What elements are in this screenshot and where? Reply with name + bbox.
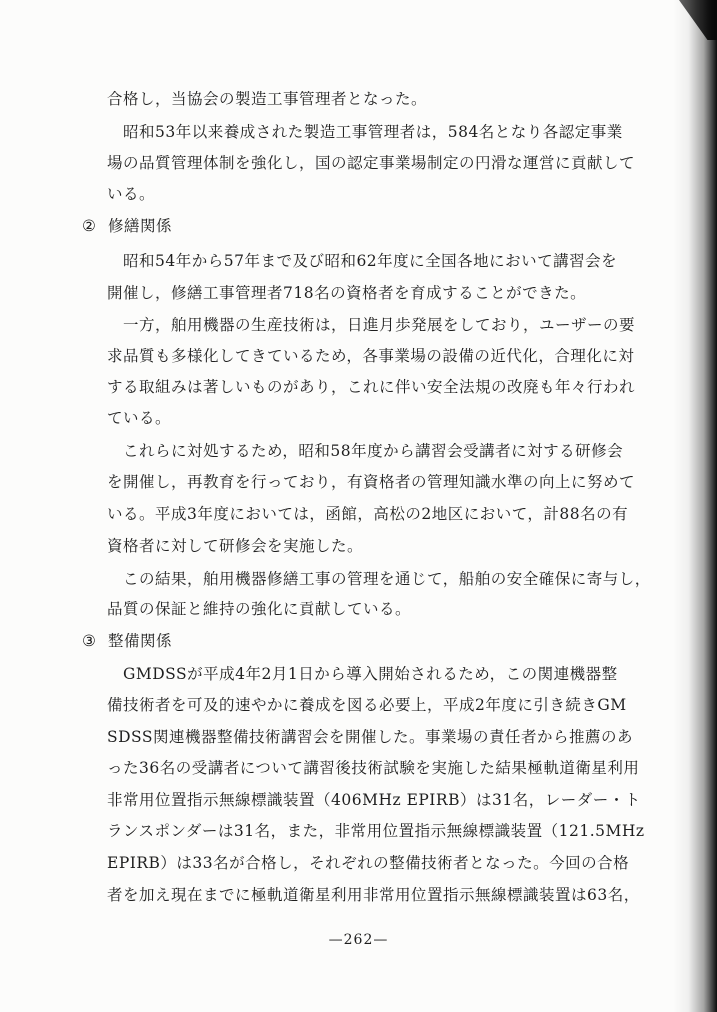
section-number: ③ <box>82 632 97 650</box>
text-line: いる。平成3年度においては，函館，高松の2地区において，計88名の有 <box>107 505 629 523</box>
text-line: 品質の保証と維持の強化に貢献している。 <box>107 600 412 618</box>
text-line: 者を加え現在までに極軌道衛星利用非常用位置指示無線標識装置は63名， <box>107 886 640 904</box>
section-number: ② <box>82 217 97 235</box>
text-line: 一方，舶用機器の生産技術は，日進月歩発展をしており，ユーザーの要 <box>123 316 636 334</box>
text-line: った36名の受講者について講習後技術試験を実施した結果極軌道衛星利用 <box>107 759 640 777</box>
text-line: 備技術者を可及的速やかに養成を図る必要上，平成2年度に引き続きGM <box>107 696 627 714</box>
text-line: 資格者に対して研修会を実施した。 <box>107 537 364 555</box>
text-line: 昭和53年以来養成された製造工事管理者は，584名となり各認定事業 <box>123 123 623 141</box>
text-line: 場の品質管理体制を強化し，国の認定事業場制定の円滑な運営に貢献して <box>107 154 636 172</box>
text-line: 求品質も多様化してきているため，各事業場の設備の近代化，合理化に対 <box>107 347 635 365</box>
section-heading-maintenance <box>82 630 172 652</box>
text-line: これらに対処するため，昭和58年度から講習会受講者に対する研修会 <box>123 442 624 460</box>
text-line: この結果，舶用機器修繕工事の管理を通じて，船舶の安全確保に寄与し， <box>123 570 651 588</box>
text-line: 昭和54年から57年まで及び昭和62年度に全国各地において講習会を <box>123 252 618 270</box>
text-line: を開催し，再教育を行っており，有資格者の管理知識水準の向上に努めて <box>107 473 636 491</box>
text-line: 合格し，当協会の製造工事管理者となった。 <box>107 90 428 108</box>
text-line: GMDSSが平成4年2月1日から導入開始されるため，この関連機器整 <box>123 665 618 683</box>
text-line: EPIRB）は33名が合格し，それぞれの整備技術者となった。今回の合格 <box>107 854 630 872</box>
section-title: 整備関係 <box>108 632 173 650</box>
text-line: 非常用位置指示無線標識装置（406MHz EPIRB）は31名，レーダー・ト <box>107 791 641 809</box>
text-line: ランスポンダーは31名，また，非常用位置指示無線標識装置（121.5MHz <box>107 822 645 840</box>
text-line: いる。 <box>107 185 156 203</box>
section-title: 修繕関係 <box>108 217 173 235</box>
section-heading-repair <box>82 215 172 237</box>
text-line: SDSS関連機器整備技術講習会を開催した。事業場の責任者から推薦のあ <box>107 728 634 746</box>
text-line: する取組みは著しいものがあり，これに伴い安全法規の改廃も年々行われ <box>107 378 636 396</box>
text-line: 開催し，修繕工事管理者718名の資格者を育成することができた。 <box>107 284 587 302</box>
text-line: ている。 <box>107 409 172 427</box>
page-number: —262— <box>328 932 389 948</box>
